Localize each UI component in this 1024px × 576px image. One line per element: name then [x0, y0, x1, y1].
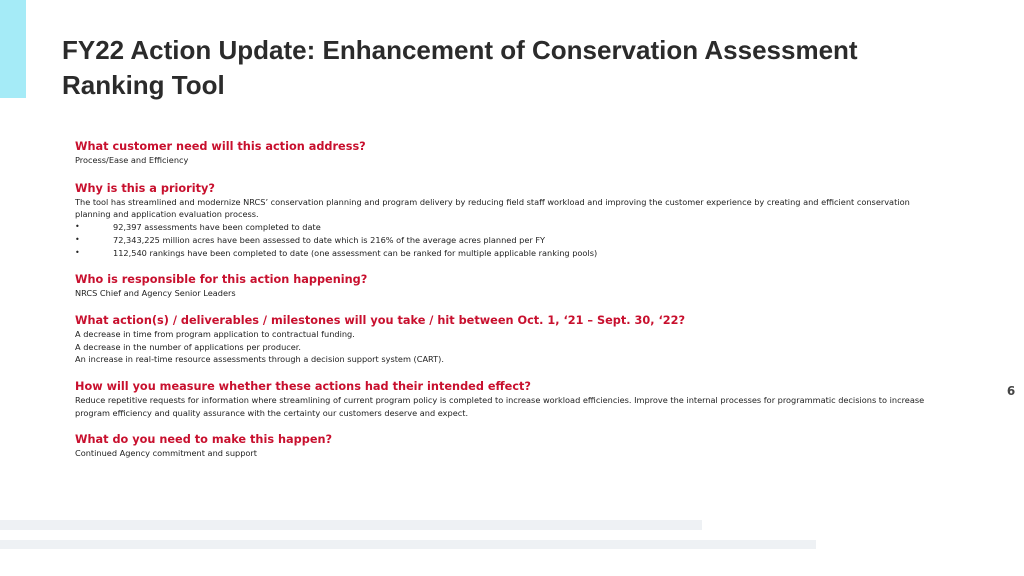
list-item	[75, 234, 945, 247]
page-number: 6	[1006, 384, 1016, 398]
section-needs	[75, 432, 945, 460]
accent-bar	[0, 0, 26, 98]
decorative-stripe	[0, 540, 816, 549]
section-customer-need	[75, 139, 945, 167]
section-priority	[75, 181, 945, 260]
section-heading: Why is this a priority?	[75, 181, 215, 195]
section-measure	[75, 379, 945, 419]
section-responsible	[75, 272, 945, 300]
section-actions	[75, 313, 945, 366]
section-heading: Who is responsible for this action happening?	[75, 273, 368, 287]
section-line: An increase in real-time resource assessments through a decision support system (CART).	[75, 354, 444, 365]
section-paragraph: The tool has streamlined and modernize NRCS’ conservation planning and program delivery by reducing field staff workload and improving the customer experience by creating and efficient conservation planning and application evaluation process.	[75, 196, 910, 220]
decorative-stripe	[0, 520, 702, 530]
bullet-icon: •	[75, 247, 80, 257]
bullet-icon: •	[75, 222, 80, 232]
list-item	[75, 247, 945, 260]
list-item	[75, 221, 945, 234]
section-line: A decrease in the number of applications per producer.	[75, 341, 302, 352]
section-heading: What do you need to make this happen?	[75, 433, 333, 447]
slide-content	[75, 139, 945, 460]
list-item-text: 72,343,225 million acres have been assessed to date which is 216% of the average acres planned per FY	[113, 234, 546, 245]
section-heading: What customer need will this action address?	[75, 140, 366, 153]
slide-title: FY22 Action Update: Enhancement of Conservation Assessment Ranking Tool	[62, 35, 858, 100]
section-heading: How will you measure whether these actions had their intended effect?	[75, 380, 531, 394]
bullet-icon: •	[75, 234, 80, 244]
bullet-list	[75, 221, 945, 259]
section-body	[75, 196, 945, 260]
section-line: A decrease in time from program application to contractual funding.	[75, 328, 355, 339]
section-body: Process/Ease and Efficiency	[75, 155, 189, 165]
section-body	[75, 328, 945, 366]
section-heading: What action(s) / deliverables / milestones will you take / hit between Oct. 1, ‘21 – Sept. 30, ‘22?	[75, 313, 686, 327]
section-body: Continued Agency commitment and support	[75, 448, 257, 459]
list-item-text: 92,397 assessments have been completed to date	[113, 222, 321, 233]
section-body: NRCS Chief and Agency Senior Leaders	[75, 288, 236, 299]
section-body: Reduce repetitive requests for information where streamlining of current program policy is completed to increase workload efficiencies. Improve the internal processes for programmatic decisions to increase program efficiency and quality assurance with the certainty our customers deserve and expect.	[75, 395, 925, 418]
list-item-text: 112,540 rankings have been completed to date (one assessment can be ranked for multiple applicable ranking pools)	[113, 247, 598, 258]
